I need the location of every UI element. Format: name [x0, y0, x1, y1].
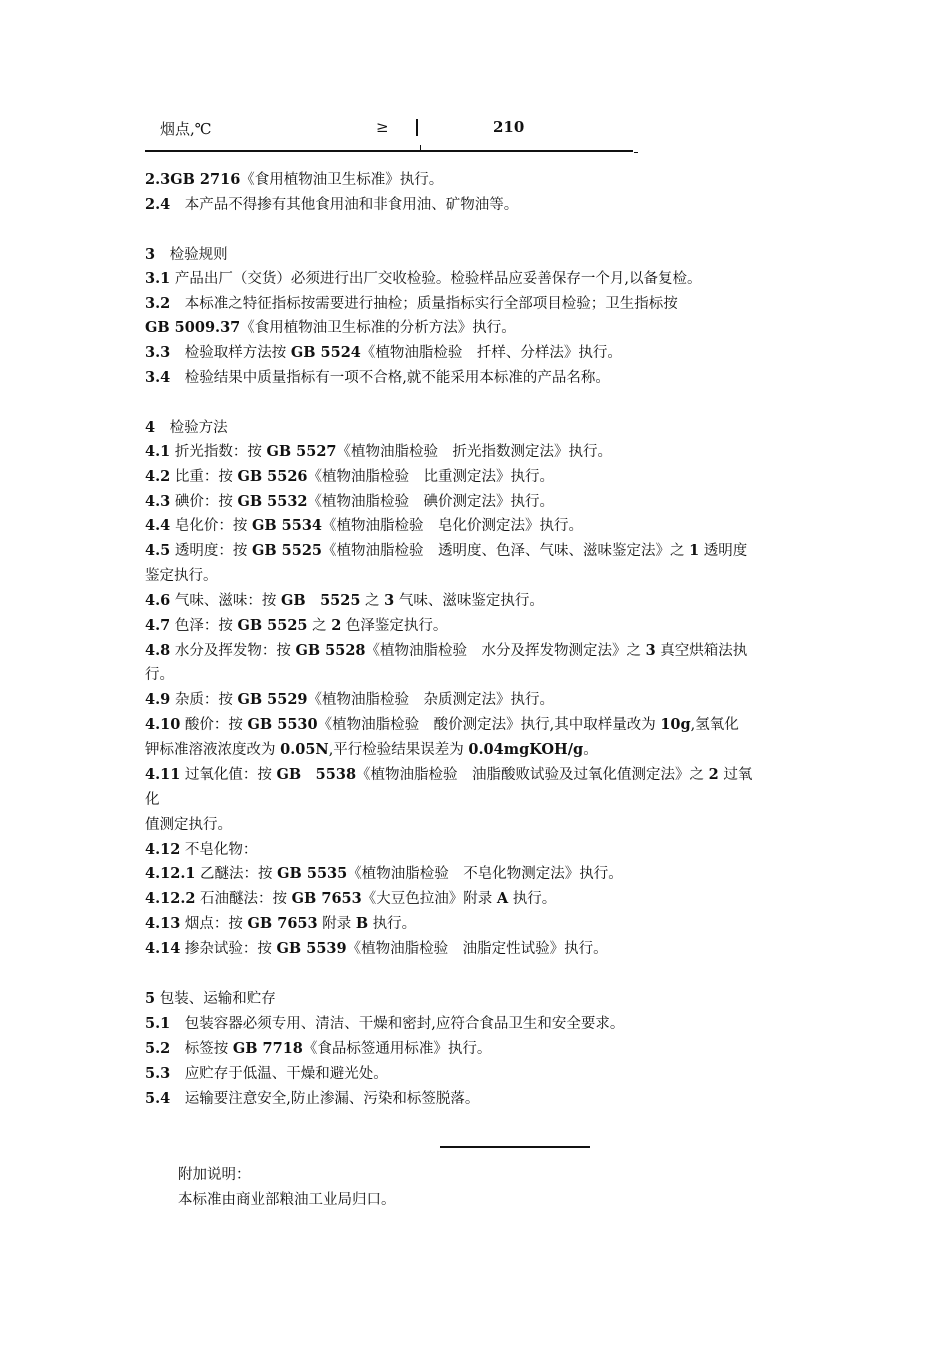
text-line [145, 665, 174, 685]
text-line [145, 616, 447, 636]
bold-text: GB 5530 [247, 716, 318, 733]
text-line [145, 467, 554, 487]
bold-text: GB 5525 [237, 617, 308, 634]
text-run: 《植物油脂检验 比重测定法》执行。 [307, 469, 554, 485]
text-line [145, 715, 739, 735]
clause-number: 5.2 [145, 1040, 171, 1057]
bold-text: 10g [660, 716, 691, 733]
text-run: 值测定执行。 [145, 817, 232, 833]
text-run: 检验规则 [155, 247, 228, 263]
text-line [145, 418, 228, 438]
text-run: 折光指数：按 [170, 444, 267, 460]
bold-text: B [355, 915, 369, 932]
text-line [145, 840, 257, 860]
bold-text: GB 5538 [276, 766, 357, 783]
clause-number: 4.10 [145, 716, 181, 733]
bold-text: 2 [708, 766, 719, 783]
text-line [145, 740, 598, 760]
clause-number: 4.14 [145, 940, 181, 957]
text-line [145, 318, 516, 338]
bold-text: 3 [384, 592, 395, 609]
text-line [145, 294, 678, 314]
text-run: 透明度 [699, 543, 748, 559]
text-line [145, 442, 612, 462]
table-bottom-rule [145, 150, 633, 152]
text-run: 《植物油脂检验 油脂酸败试验及过氧化值测定法》之 [356, 767, 709, 783]
text-line [145, 790, 160, 810]
text-run: 气味、滋味鉴定执行。 [394, 593, 544, 609]
text-line [145, 541, 747, 561]
bold-text: GB 5524 [290, 344, 361, 361]
text-line [145, 516, 583, 536]
table-cell-value: 210 [493, 118, 525, 136]
text-run: 之 [360, 593, 385, 609]
text-run: 执行。 [508, 891, 557, 907]
text-run: 化 [145, 792, 160, 808]
clause-number: 4.7 [145, 617, 171, 634]
text-line [145, 566, 218, 586]
text-line [145, 914, 416, 934]
text-line [145, 245, 228, 265]
table-rule-end [634, 152, 638, 153]
bold-text: GB 5526 [237, 468, 308, 485]
text-run: 《植物油脂检验 不皂化物测定法》执行。 [347, 866, 623, 882]
text-line [145, 989, 276, 1009]
text-run: 之 [307, 618, 332, 634]
clause-number: 5.1 [145, 1015, 171, 1032]
bold-text: GB 5534 [251, 517, 322, 534]
text-run: 透明度：按 [170, 543, 252, 559]
bold-text: GB 5529 [237, 691, 308, 708]
text-run: 过氧 [718, 767, 753, 783]
bold-text: GB 5532 [237, 493, 308, 510]
text-run: 标签按 [170, 1041, 233, 1057]
text-run: 《食用植物油卫生标准的分析方法》执行。 [240, 320, 516, 336]
text-run: 执行。 [368, 916, 417, 932]
clause-number: 3.2 [145, 295, 171, 312]
clause-number: 3.3 [145, 344, 171, 361]
clause-number: 4.1 [145, 443, 171, 460]
clause-number: 4.6 [145, 592, 171, 609]
bold-text: GB 7718 [232, 1040, 303, 1057]
bold-text: GB 7653 [247, 915, 318, 932]
bold-text: GB 5527 [266, 443, 337, 460]
bold-text: 3 [645, 642, 656, 659]
text-run: 包装、运输和贮存 [155, 991, 276, 1007]
text-run: 运输要注意安全,防止渗漏、污染和标签脱落。 [170, 1091, 480, 1107]
text-line [145, 864, 623, 884]
clause-number: 4.13 [145, 915, 181, 932]
clause-number: 4.12 [145, 841, 181, 858]
text-line [145, 269, 701, 289]
clause-number: 4.3 [145, 493, 171, 510]
text-line [145, 815, 232, 835]
clause-number: 2.3 [145, 171, 171, 188]
clause-number: 4 [145, 419, 156, 436]
table-cell-operator: ≥ [376, 118, 389, 136]
text-run: 包装容器必须专用、清洁、干燥和密封,应符合食品卫生和安全要求。 [170, 1016, 625, 1032]
text-line [145, 641, 747, 661]
text-line [145, 889, 556, 909]
text-run: 色泽：按 [170, 618, 238, 634]
text-run: 石油醚法：按 [195, 891, 292, 907]
text-run: 《食品标签通用标准》执行。 [302, 1041, 492, 1057]
text-run: 《植物油脂检验 折光指数测定法》执行。 [336, 444, 612, 460]
text-line [145, 690, 554, 710]
text-run: 乙醚法：按 [195, 866, 278, 882]
clause-number: 4.11 [145, 766, 181, 783]
text-line [145, 492, 554, 512]
text-run: 杂质：按 [170, 692, 238, 708]
text-run: 本标准之特征指标按需要进行抽检；质量指标实行全部项目检验；卫生指标按 [170, 296, 678, 312]
clause-number: 2.4 [145, 196, 171, 213]
text-line [145, 1064, 388, 1084]
text-line [145, 591, 544, 611]
text-run: 色泽鉴定执行。 [341, 618, 448, 634]
bold-text: 0.04mgKOH/g [468, 741, 584, 758]
bold-text: GB 5525 [280, 592, 361, 609]
text-run: 检验方法 [155, 420, 228, 436]
text-run: 行。 [145, 667, 174, 683]
text-run: 《植物油脂检验 酸价测定法》执行,其中取样量改为 [317, 717, 661, 733]
text-line [145, 170, 443, 190]
clause-number: 4.12.2 [145, 890, 196, 907]
clause-number: 5.3 [145, 1065, 171, 1082]
text-line [145, 368, 610, 388]
clause-number: 3.4 [145, 369, 171, 386]
footer-heading: 附加说明： [178, 1167, 251, 1183]
bold-text: 0.05N [280, 741, 329, 758]
bold-text: GB 5535 [277, 865, 348, 882]
text-run: 《植物油脂检验 透明度、色泽、气味、滋味鉴定法》之 [322, 543, 690, 559]
text-run: 过氧化值：按 [180, 767, 277, 783]
clause-number: 4.5 [145, 542, 171, 559]
text-run: ,平行检验结果误差为 [328, 742, 469, 758]
text-run: 本产品不得掺有其他食用油和非食用油、矿物油等。 [170, 197, 519, 213]
text-run: 鉴定执行。 [145, 568, 218, 584]
bold-text: 2 [331, 617, 342, 634]
footer-separator [440, 1146, 590, 1148]
text-run: 《植物油脂检验 皂化价测定法》执行。 [322, 518, 583, 534]
text-line [145, 765, 752, 785]
text-line [145, 1014, 624, 1034]
clause-number: 4.9 [145, 691, 171, 708]
text-run: 钾标准溶液浓度改为 [145, 742, 281, 758]
text-run: 检验取样方法按 [170, 345, 291, 361]
bold-text: GB 7653 [291, 890, 362, 907]
text-run: 掺杂试验：按 [180, 941, 277, 957]
text-run: 附录 [317, 916, 356, 932]
text-run: 应贮存于低温、干燥和避光处。 [170, 1066, 388, 1082]
clause-number: 4.4 [145, 517, 171, 534]
text-run: 不皂化物： [180, 842, 258, 858]
clause-number: 4.2 [145, 468, 171, 485]
clause-number: 3.1 [145, 270, 171, 287]
clause-number: 4.12.1 [145, 865, 196, 882]
text-run: 气味、滋味：按 [170, 593, 281, 609]
text-run: 产品出厂（交货）必须进行出厂交收检验。检验样品应妥善保存一个月,以备复检。 [170, 271, 702, 287]
text-run: ,氢氧化 [690, 717, 739, 733]
table-bottom-tick [420, 145, 421, 151]
text-run: 碘价：按 [170, 494, 238, 510]
text-run: 真空烘箱法执 [655, 643, 748, 659]
bold-text: A [496, 890, 509, 907]
clause-number: 3 [145, 246, 156, 263]
text-line [145, 195, 518, 215]
text-run: 。 [583, 742, 598, 758]
text-line [145, 343, 622, 363]
clause-number: 5 [145, 990, 156, 1007]
text-run: 《大豆色拉油》附录 [361, 891, 497, 907]
bold-text: 1 [689, 542, 700, 559]
text-run: 《植物油脂检验 碘价测定法》执行。 [307, 494, 554, 510]
text-run: 皂化价：按 [170, 518, 252, 534]
text-line [145, 939, 608, 959]
text-run: 烟点：按 [180, 916, 248, 932]
text-run: 《植物油脂检验 水分及挥发物测定法》之 [365, 643, 646, 659]
bold-text: GB 5009.37 [145, 319, 241, 336]
bold-text: GB 5528 [295, 642, 366, 659]
text-line [145, 1039, 491, 1059]
text-run: 水分及挥发物：按 [170, 643, 296, 659]
text-line [145, 1089, 479, 1109]
bold-text: GB 2716 [170, 171, 241, 188]
clause-number: 5.4 [145, 1090, 171, 1107]
text-run: 《植物油脂检验 杂质测定法》执行。 [307, 692, 554, 708]
footer-note: 本标准由商业部粮油工业局归口。 [178, 1192, 396, 1208]
clause-number: 4.8 [145, 642, 171, 659]
bold-text: GB 5539 [276, 940, 347, 957]
text-run: 检验结果中质量指标有一项不合格,就不能采用本标准的产品名称。 [170, 370, 610, 386]
text-run: 《植物油脂检验 扦样、分样法》执行。 [360, 345, 622, 361]
text-run: 酸价：按 [180, 717, 248, 733]
text-run: 《食用植物油卫生标准》执行。 [240, 172, 444, 188]
bold-text: GB 5525 [251, 542, 322, 559]
table-cell-label: 烟点,℃ [160, 120, 212, 138]
text-run: 《植物油脂检验 油脂定性试验》执行。 [346, 941, 608, 957]
text-run: 比重：按 [170, 469, 238, 485]
table-column-divider [416, 119, 418, 136]
